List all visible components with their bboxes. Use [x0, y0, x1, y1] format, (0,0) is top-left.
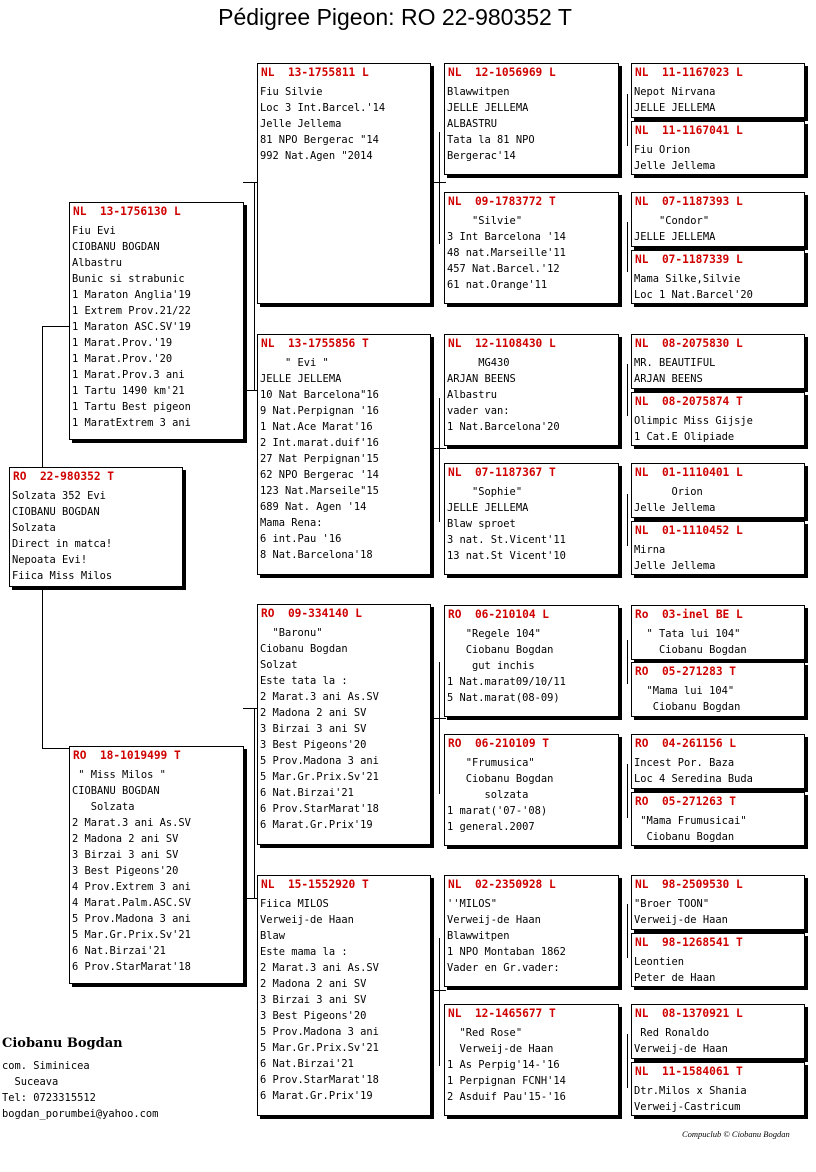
detail-line: Ciobanu Bogdan [260, 643, 348, 655]
detail-line: " Miss Milos " [72, 769, 166, 781]
ring-number: NL 09-1783772 T [448, 195, 556, 208]
ring-number: NL 98-1268541 T [635, 936, 743, 949]
pigeon-card-gg8 [444, 1004, 619, 1116]
detail-line: 5 Mar.Gr.Prix.Sv'21 [260, 771, 379, 783]
detail-line: 1 Tartu 1490 km'21 [72, 385, 185, 397]
ring-number: NL 15-1552920 T [261, 878, 369, 891]
pigeon-card-gg2 [444, 192, 619, 304]
connector-line [42, 326, 43, 468]
ring-number: NL 07-1187393 L [635, 195, 743, 208]
detail-line: MG430 [447, 357, 510, 369]
pigeon-card-subject [9, 467, 183, 587]
detail-line: 123 Nat.Marseile"15 [260, 485, 379, 497]
connector-line [439, 938, 440, 1066]
detail-line: Este tata la : [260, 675, 348, 687]
detail-line: 689 Nat. Agen '14 [260, 501, 367, 513]
detail-line: 6 Prov.StarMarat'18 [260, 803, 379, 815]
connector-line [439, 398, 440, 522]
ring-number: NL 08-2075830 L [635, 337, 743, 350]
detail-line: 61 nat.Orange'11 [447, 279, 548, 291]
detail-line: Jelle Jellema [634, 560, 716, 572]
detail-line: 2 Int.marat.duif'16 [260, 437, 379, 449]
detail-line: Ciobanu Bogdan [447, 773, 554, 785]
connector-line [42, 586, 43, 748]
detail-line: ARJAN BEENS [447, 373, 516, 385]
page-title: Pédigree Pigeon: RO 22-980352 T [218, 4, 572, 30]
detail-line: 3 Birzai 3 ani SV [260, 723, 367, 735]
detail-line: Este mama la : [260, 946, 348, 958]
pigeon-details [260, 625, 428, 833]
pigeon-card-ggg6 [631, 392, 805, 446]
pigeon-details [447, 1025, 616, 1105]
detail-line: Fiu Silvie [260, 86, 323, 98]
detail-line: Olimpic Miss Gijsje [634, 415, 753, 427]
connector-line [42, 326, 71, 327]
connector-line [627, 364, 628, 416]
ring-number: RO 06-210109 T [448, 737, 550, 750]
pigeon-details [634, 755, 802, 787]
pigeon-card-ggg10 [631, 662, 805, 717]
pigeon-details [260, 355, 428, 563]
detail-line: Loc 4 Seredina Buda [634, 773, 753, 785]
ring-number: NL 08-2075874 T [635, 395, 743, 408]
pigeon-card-sire-sire [257, 63, 431, 304]
detail-line: Solzata [72, 801, 135, 813]
detail-line: "Frumusica" [447, 757, 535, 769]
detail-line: 1 Maraton Anglia'19 [72, 289, 191, 301]
detail-line: CIOBANU BOGDAN [12, 506, 100, 518]
detail-line: 5 Mar.Gr.Prix.Sv'21 [72, 929, 191, 941]
pigeon-card-ggg9 [631, 605, 805, 660]
detail-line: JELLE JELLEMA [447, 502, 529, 514]
detail-line: vader van: [447, 405, 510, 417]
ring-number: RO 18-1019499 T [73, 749, 181, 762]
detail-line: 4 Marat.Palm.ASC.SV [72, 897, 191, 909]
detail-line: 1 NPO Montaban 1862 [447, 946, 566, 958]
detail-line: 2 Marat.3 ani As.SV [260, 691, 379, 703]
detail-line: 1 Marat.Prov.'19 [72, 337, 173, 349]
detail-line: 10 Nat Barcelona"16 [260, 389, 379, 401]
detail-line: Bergerac'14 [447, 150, 516, 162]
detail-line: 5 Nat.marat(08-09) [447, 692, 560, 704]
detail-line: "Mama lui 104" [634, 685, 735, 697]
detail-line: solzata [447, 789, 529, 801]
detail-line: 62 NPO Bergerac '14 [260, 469, 379, 481]
owner-email[interactable]: bogdan_porumbei@yahoo.com [2, 1108, 159, 1120]
detail-line: "Mama Frumusicai" [634, 815, 747, 827]
detail-line: Jelle Jellema [634, 160, 716, 172]
detail-line: Incest Por. Baza [634, 757, 735, 769]
detail-line: "Baronu" [260, 627, 323, 639]
pigeon-details [634, 1025, 802, 1057]
detail-line: Verweij-Castricum [634, 1101, 741, 1113]
detail-line: 1 Nat.Barcelona'20 [447, 421, 560, 433]
pigeon-details [447, 755, 616, 835]
owner-address: com. Siminicea [2, 1060, 90, 1072]
detail-line: Peter de Haan [634, 972, 716, 984]
ring-number: NL 07-1187367 T [448, 466, 556, 479]
detail-line: 3 Birzai 3 ani SV [72, 849, 179, 861]
detail-line: Verweij-de Haan [634, 1043, 728, 1055]
detail-line: 992 Nat.Agen "2014 [260, 150, 373, 162]
connector-line [439, 132, 440, 244]
ring-number: NL 01-1110452 L [635, 524, 743, 537]
detail-line: Fiu Orion [634, 144, 691, 156]
detail-line: Mama Silke,Silvie [634, 273, 741, 285]
pigeon-details [634, 954, 802, 986]
ring-number: NL 98-2509530 L [635, 878, 743, 891]
connector-line [254, 182, 255, 390]
pigeon-card-ggg5 [631, 334, 805, 389]
detail-line: Verweij-de Haan [447, 1043, 554, 1055]
detail-line: "Sophie" [447, 486, 523, 498]
detail-line: Nepot Nirvana [634, 86, 716, 98]
ring-number: NL 13-1756130 L [73, 205, 181, 218]
detail-line: 8 Nat.Barcelona'18 [260, 549, 373, 561]
detail-line: 2 Marat.3 ani As.SV [72, 817, 191, 829]
detail-line: 1 general.2007 [447, 821, 535, 833]
detail-line: JELLE JELLEMA [634, 231, 716, 243]
connector-line [439, 662, 440, 794]
detail-line: "Regele 104" [447, 628, 541, 640]
detail-line: Albastru [447, 389, 498, 401]
pigeon-details [634, 896, 802, 928]
pigeon-card-ggg7 [631, 463, 805, 518]
detail-line: Jelle Jellema [634, 502, 716, 514]
detail-line: Jelle Jellema [260, 118, 342, 130]
ring-number: RO 05-271263 T [635, 795, 737, 808]
detail-line: Blaw sproet [447, 518, 516, 530]
detail-line: Dtr.Milos x Shania [634, 1085, 747, 1097]
detail-line: Verweij-de Haan [260, 914, 354, 926]
pigeon-details [634, 213, 802, 245]
footer-credit: Compuclub © Ciobanu Bogdan [682, 1129, 790, 1139]
detail-line: Mama Rena: [260, 517, 323, 529]
connector-line [627, 94, 628, 146]
detail-line: Ciobanu Bogdan [447, 644, 554, 656]
detail-line: 2 Madona 2 ani SV [260, 978, 367, 990]
pigeon-card-sire-dam [257, 334, 431, 575]
detail-line: Fiu Evi [72, 225, 116, 237]
detail-line: Solzat [260, 659, 298, 671]
pigeon-details [634, 626, 802, 658]
detail-line: Loc 3 Int.Barcel.'14 [260, 102, 386, 114]
detail-line: 3 nat. St.Vicent'11 [447, 534, 566, 546]
detail-line: Blawwitpen [447, 86, 510, 98]
detail-line: " Evi " [260, 357, 329, 369]
ring-number: NL 12-1108430 L [448, 337, 556, 350]
detail-line: 4 Prov.Extrem 3 ani [72, 881, 191, 893]
detail-line: 6 Marat.Gr.Prix'19 [260, 819, 373, 831]
detail-line: 6 int.Pau '16 [260, 533, 342, 545]
detail-line: ARJAN BEENS [634, 373, 703, 385]
detail-line: JELLE JELLEMA [447, 102, 529, 114]
detail-line: 3 Best Pigeons'20 [260, 1010, 367, 1022]
detail-line: 1 Tartu Best pigeon [72, 401, 191, 413]
detail-line: 2 Marat.3 ani As.SV [260, 962, 379, 974]
pigeon-card-gg7 [444, 875, 619, 987]
connector-line [42, 748, 71, 749]
detail-line: JELLE JELLEMA [634, 102, 716, 114]
detail-line: 1 marat('07-'08) [447, 805, 548, 817]
owner-city: Suceava [2, 1076, 59, 1088]
pigeon-details [447, 213, 616, 293]
detail-line: 1 Nat.Ace Marat'16 [260, 421, 373, 433]
pigeon-card-ggg4 [631, 250, 805, 304]
detail-line: Leontien [634, 956, 685, 968]
ring-number: Ro 03-inel BE L [635, 608, 743, 621]
detail-line: Orion [634, 486, 703, 498]
pigeon-details [447, 484, 616, 564]
pigeon-card-dam-dam [257, 875, 431, 1116]
pigeon-details [260, 896, 428, 1104]
detail-line: Blawwitpen [447, 930, 510, 942]
detail-line: Solzata [12, 522, 56, 534]
detail-line: 3 Int Barcelona '14 [447, 231, 566, 243]
pigeon-details [447, 84, 616, 164]
detail-line: 5 Mar.Gr.Prix.Sv'21 [260, 1042, 379, 1054]
pigeon-card-ggg15 [631, 1004, 805, 1059]
pigeon-card-ggg16 [631, 1062, 805, 1116]
detail-line: "Broer TOON" [634, 898, 710, 910]
detail-line: 2 Asduif Pau'15-'16 [447, 1091, 566, 1103]
detail-line: 3 Birzai 3 ani SV [260, 994, 367, 1006]
detail-line: 13 nat.St Vicent'10 [447, 550, 566, 562]
ring-number: NL 11-1167023 L [635, 66, 743, 79]
detail-line: Verweij-de Haan [634, 914, 728, 926]
detail-line: Mirna [634, 544, 666, 556]
ring-number: RO 04-261156 L [635, 737, 737, 750]
connector-line [627, 904, 628, 958]
owner-phone: Tel: 0723315512 [2, 1092, 96, 1104]
detail-line: gut inchis [447, 660, 535, 672]
detail-line: 81 NPO Bergerac "14 [260, 134, 379, 146]
pigeon-details [12, 488, 180, 584]
detail-line: Ciobanu Bogdan [634, 701, 741, 713]
detail-line: " Tata lui 104" [634, 628, 741, 640]
detail-line: 5 Prov.Madona 3 ani [260, 1026, 379, 1038]
detail-line: 9 Nat.Perpignan '16 [260, 405, 379, 417]
connector-line [627, 764, 628, 818]
ring-number: NL 12-1465677 T [448, 1007, 556, 1020]
pigeon-card-gg6 [444, 734, 619, 846]
pigeon-details [260, 84, 428, 164]
detail-line: Bunic si strabunic [72, 273, 185, 285]
detail-line: 2 Madona 2 ani SV [260, 707, 367, 719]
detail-line: CIOBANU BOGDAN [72, 785, 160, 797]
detail-line: Loc 1 Nat.Barcel'20 [634, 289, 753, 301]
pigeon-details [634, 84, 802, 116]
pigeon-details [634, 484, 802, 516]
detail-line: 6 Prov.StarMarat'18 [72, 961, 191, 973]
connector-line [254, 708, 255, 898]
detail-line: Solzata 352 Evi [12, 490, 106, 502]
detail-line: Verweij-de Haan [447, 914, 541, 926]
detail-line: Albastru [72, 257, 123, 269]
pigeon-card-gg1 [444, 63, 619, 175]
detail-line: Vader en Gr.vader: [447, 962, 560, 974]
pigeon-details [634, 1083, 802, 1115]
ring-number: NL 01-1110401 L [635, 466, 743, 479]
detail-line: 1 Perpignan FCNH'14 [447, 1075, 566, 1087]
owner-name: Ciobanu Bogdan [2, 1036, 123, 1051]
ring-number: NL 13-1755856 T [261, 337, 369, 350]
detail-line: 27 Nat Perpignan'15 [260, 453, 379, 465]
detail-line: "Silvie" [447, 215, 523, 227]
ring-number: NL 11-1584061 T [635, 1065, 743, 1078]
pigeon-card-ggg13 [631, 875, 805, 930]
ring-number: RO 05-271283 T [635, 665, 737, 678]
ring-number: NL 07-1187339 L [635, 253, 743, 266]
ring-number: NL 12-1056969 L [448, 66, 556, 79]
ring-number: RO 06-210104 L [448, 608, 550, 621]
pigeon-details [634, 413, 802, 445]
detail-line: 1 Nat.marat09/10/11 [447, 676, 566, 688]
detail-line: 2 Madona 2 ani SV [72, 833, 179, 845]
detail-line: 1 As Perpig'14-'16 [447, 1059, 560, 1071]
connector-line [627, 640, 628, 684]
detail-line: 1 Marat.Prov.'20 [72, 353, 173, 365]
pigeon-details [634, 683, 802, 715]
pigeon-card-ggg1 [631, 63, 805, 118]
pigeon-card-gg5 [444, 605, 619, 717]
ring-number: NL 13-1755811 L [261, 66, 369, 79]
detail-line: MR. BEAUTIFUL [634, 357, 716, 369]
ring-number: NL 11-1167041 L [635, 124, 743, 137]
detail-line: 1 Maraton ASC.SV'19 [72, 321, 191, 333]
detail-line: 1 Cat.E Olipiade [634, 431, 735, 443]
detail-line: "Condor" [634, 215, 710, 227]
detail-line: Direct in matca! [12, 538, 113, 550]
pigeon-card-dam-sire [257, 604, 431, 845]
pigeon-card-ggg8 [631, 521, 805, 575]
pigeon-details [72, 767, 241, 975]
pigeon-details [634, 142, 802, 174]
detail-line: 3 Best Pigeons'20 [260, 739, 367, 751]
detail-line: 6 Nat.Birzai'21 [260, 1058, 354, 1070]
pigeon-card-ggg12 [631, 792, 805, 846]
detail-line: 1 Marat.Prov.3 ani [72, 369, 185, 381]
ring-number: NL 02-2350928 L [448, 878, 556, 891]
detail-line: 3 Best Pigeons'20 [72, 865, 179, 877]
pigeon-details [447, 896, 616, 976]
pigeon-details [634, 813, 802, 845]
pigeon-card-gg4 [444, 463, 619, 575]
detail-line: Fiica Miss Milos [12, 570, 113, 582]
pigeon-details [72, 223, 241, 431]
connector-line [627, 222, 628, 272]
detail-line: CIOBANU BOGDAN [72, 241, 160, 253]
detail-line: ALBASTRU [447, 118, 498, 130]
detail-line: 5 Prov.Madona 3 ani [260, 755, 379, 767]
ring-number: RO 09-334140 L [261, 607, 363, 620]
detail-line: 5 Prov.Madona 3 ani [72, 913, 191, 925]
pigeon-card-dam [69, 746, 244, 984]
detail-line: Fiica MILOS [260, 898, 329, 910]
detail-line: JELLE JELLEMA [260, 373, 342, 385]
ring-number: RO 22-980352 T [13, 470, 115, 483]
pigeon-card-ggg14 [631, 933, 805, 987]
detail-line: 48 nat.Marseille'11 [447, 247, 566, 259]
detail-line: Ciobanu Bogdan [634, 644, 747, 656]
connector-line [627, 1034, 628, 1088]
detail-line: "Red Rose" [447, 1027, 523, 1039]
pigeon-details [634, 355, 802, 387]
detail-line: Blaw [260, 930, 286, 942]
connector-line [627, 494, 628, 546]
pigeon-details [447, 355, 616, 435]
pigeon-card-sire [69, 202, 244, 440]
detail-line: 1 MaratExtrem 3 ani [72, 417, 191, 429]
detail-line: 6 Nat.Birzai'21 [260, 787, 354, 799]
detail-line: 6 Prov.StarMarat'18 [260, 1074, 379, 1086]
pigeon-card-ggg11 [631, 734, 805, 789]
detail-line: Nepoata Evi! [12, 554, 88, 566]
ring-number: NL 08-1370921 L [635, 1007, 743, 1020]
pigeon-card-ggg2 [631, 121, 805, 175]
detail-line: Tata la 81 NPO [447, 134, 535, 146]
detail-line: 1 Extrem Prov.21/22 [72, 305, 191, 317]
pigeon-details [447, 626, 616, 706]
detail-line: 6 Nat.Birzai'21 [72, 945, 166, 957]
detail-line: 6 Marat.Gr.Prix'19 [260, 1090, 373, 1102]
pigeon-card-ggg3 [631, 192, 805, 247]
detail-line: Ciobanu Bogdan [634, 831, 735, 843]
detail-line: Red Ronaldo [634, 1027, 710, 1039]
pigeon-card-gg3 [444, 334, 619, 446]
detail-line: ''MILOS" [447, 898, 498, 910]
detail-line: 457 Nat.Barcel.'12 [447, 263, 560, 275]
pigeon-details [634, 271, 802, 303]
pigeon-details [634, 542, 802, 574]
